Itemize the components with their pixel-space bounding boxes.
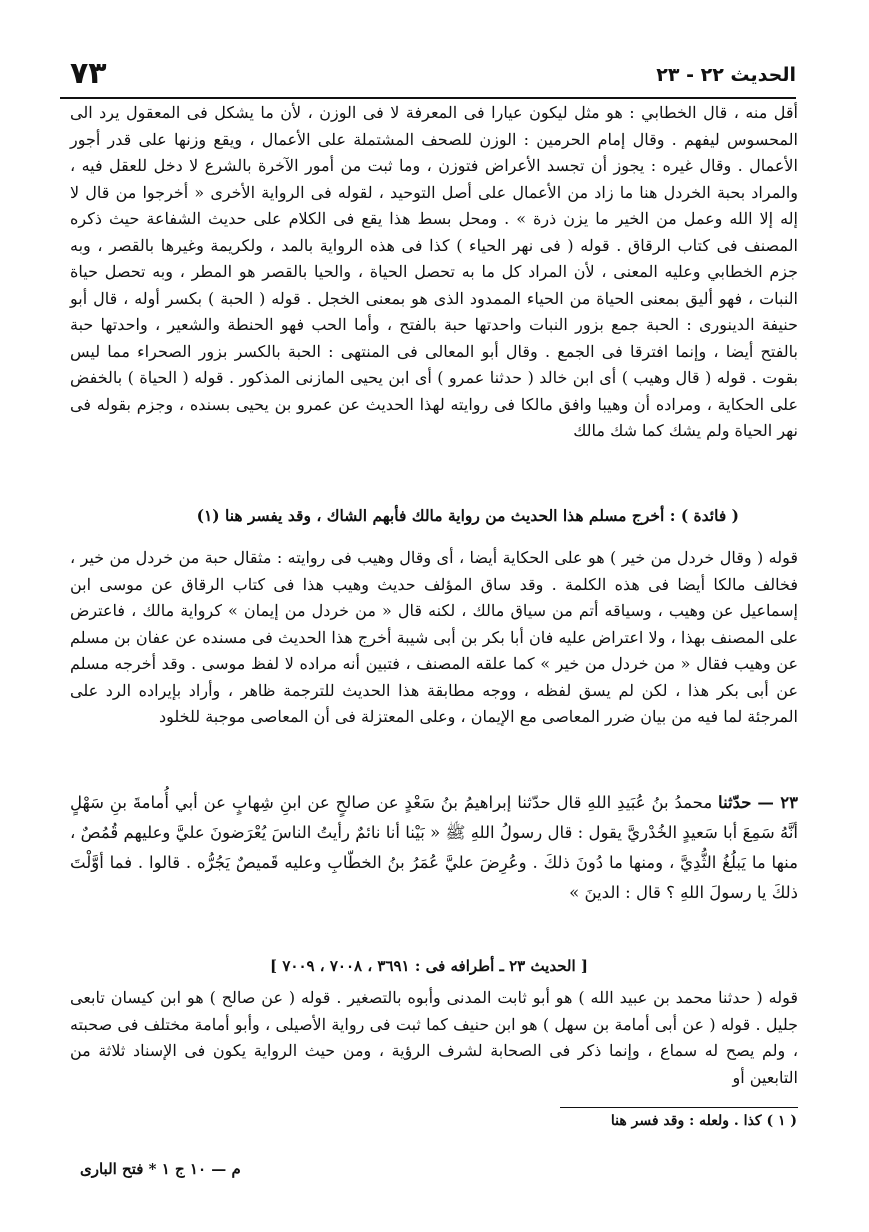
page-header: [60, 56, 796, 96]
printer-signature: م — ١٠ ج ١ * فتح البارى: [80, 1160, 241, 1178]
hadith-text: [70, 788, 798, 908]
hadith-lead: حدّثنا: [718, 793, 752, 812]
footnote-rule: [560, 1107, 798, 1108]
hadith-number: ٢٣ —: [757, 793, 798, 812]
running-head: الحديث ٢٢ - ٢٣: [656, 64, 796, 86]
commentary-paragraph-1: أقل منه ، قال الخطابي : هو مثل ليكون عيارا فى المعرفة لا فى الوزن ، لأن ما يشكل فى المعقول يرد الى المحسوس ليفهم . وقال إمام الحرمين : الوزن للصحف المشتملة على الأعمال ، ويقع وزنها على قدر أجور الأعمال . وقال غيره : يجوز أن تجسد الأعراض فتوزن ، وما ثبت من أمور الآخرة بالشرع لا دخل للعقل فيه ، والمراد بحبة الخردل هنا ما زاد من الأعمال على أصل التوحيد ، لقوله فى الرواية الأخرى « أخرجوا من قال لا إله إلا الله وعمل من الخير ما يزن ذرة » . ومحل بسط هذا يقع فى الكلام على حديث الشفاعة حيث ذكره المصنف فى كتاب الرقاق . قوله ( فى نهر الحياء ) كذا فى هذه الرواية بالمد ، ولكريمة وغيرها بالقصر ، وبه جزم الخطابي وعليه المعنى ، لأن المراد كل ما به تحصل الحياة ، والحيا بالقصر هو المطر ، وبه تحصل حياة النبات ، فهو أليق بمعنى الحياة من الحياء الممدود الذى هو بمعنى الخجل . قوله ( الحبة ) بكسر أوله ، قال أبو حنيفة الدينورى : الحبة جمع بزور النبات واحدتها حبة بالفتح ، وأما الحب فهو الحنطة والشعير ، واحدتها حبة بالفتح أيضا ، وإنما افترقا فى الجمع . وقال أبو المعالى فى المنتهى : الحبة بالكسر بزور الصحراء مما ليس بقوت . قوله ( قال وهيب ) أى ابن خالد ( حدثنا عمرو ) أى ابن يحيى المازنى المذكور . قوله ( الحياة ) بالخفض على الحكاية ، ومراده أن وهيبا وافق مالكا فى روايته لهذا الحديث عن عمرو بن يحيى بسنده ، وجزم بقوله فى نهر الحياة ولم يشك كما شك مالك: [70, 103, 799, 440]
hadith-cross-references: [ الحديث ٢٣ ـ أطرافه فى : ٣٦٩١ ، ٧٠٠٨ ، ٧٠٠٩ ]: [270, 957, 588, 975]
commentary-paragraph-2: قوله ( وقال خردل من خير ) هو على الحكاية أيضا ، أى وقال وهيب فى روايته : مثقال حبة من خردل من خير ، فخالف مالكا أيضا فى هذه الكلمة . وقد ساق المؤلف حديث وهيب هذا فى كتاب الرقاق عن موسى ابن إسماعيل عن وهيب ، وسياقه أتم من سياق مالك ، لكنه قال « من خردل من إيمان » كرواية مالك ، فاعترض على المصنف بهذا ، ولا اعتراض عليه فان أبا بكر بن أبى شيبة أخرج هذا الحديث فى مسنده عن عفان بن مسلم عن وهيب فقال « من خردل من خير » كما علقه المصنف ، فتبين أنه مراده لا لفظ موسى . وقد أخرجه مسلم عن أبى بكر هذا ، لكن لم يسق لفظه ، ووجه مطابقة هذا الحديث للترجمة ظاهر ، وأراد بإيراده الرد على المرجئة لما فيه من بيان ضرر المعاصى مع الإيمان ، وعلى المعتزلة فى أن المعاصى موجبة للخلود: [70, 548, 798, 726]
page-number: ٧٣: [70, 56, 107, 91]
footnote: ( ١ ) كذا . ولعله : وقد فسر هنا: [610, 1113, 797, 1129]
header-rule: [60, 97, 796, 99]
benefit-note: ( فائدة ) : أخرج مسلم هذا الحديث من رواية مالك فأبهم الشاك ، وقد يفسر هنا (١): [196, 506, 739, 525]
commentary-paragraph-3: قوله ( حدثنا محمد بن عبيد الله ) هو أبو ثابت المدنى وأبوه بالتصغير . قوله ( عن صالح ) هو ابن كيسان تابعى جليل . قوله ( عن أبى أمامة بن سهل ) هو ابن حنيف كما ثبت فى رواية الأصيلى ، وأبو أمامة مختلف فى صحبته ، ولم يصح له سماع ، وإنما ذكر فى الصحابة لشرف الرؤية ، ومن حيث الرواية يكون فى الإسناد ثلاثة من التابعين أو: [70, 988, 799, 1087]
hadith-body: محمدُ بنُ عُبَيدِ اللهِ قال حدّثنا إبراهيمُ بنُ سَعْدٍ عن صالحٍ عن ابنِ شِهابٍ عن أبي أُمامةَ بنِ سَهْلٍ أنَّهُ سَمِعَ أبا سَعيدٍ الخُدْريَّ يقول : قال رسولُ اللهِ ﷺ « بَيْنا أنا نائمٌ رأيتُ الناسَ يُعْرَضونَ عليَّ وعليهم قُمُصٌ ، منها ما يَبلُغُ الثُّدِيَّ ، ومنها ما دُونَ ذلكَ . وعُرِضَ عليَّ عُمَرُ بنُ الخطّابِ وعليه قَميصٌ يَجُرُّه . قالوا . فما أوَّلْتَ ذلكَ يا رسولَ اللهِ ؟ قال : الدينَ »: [70, 793, 798, 902]
